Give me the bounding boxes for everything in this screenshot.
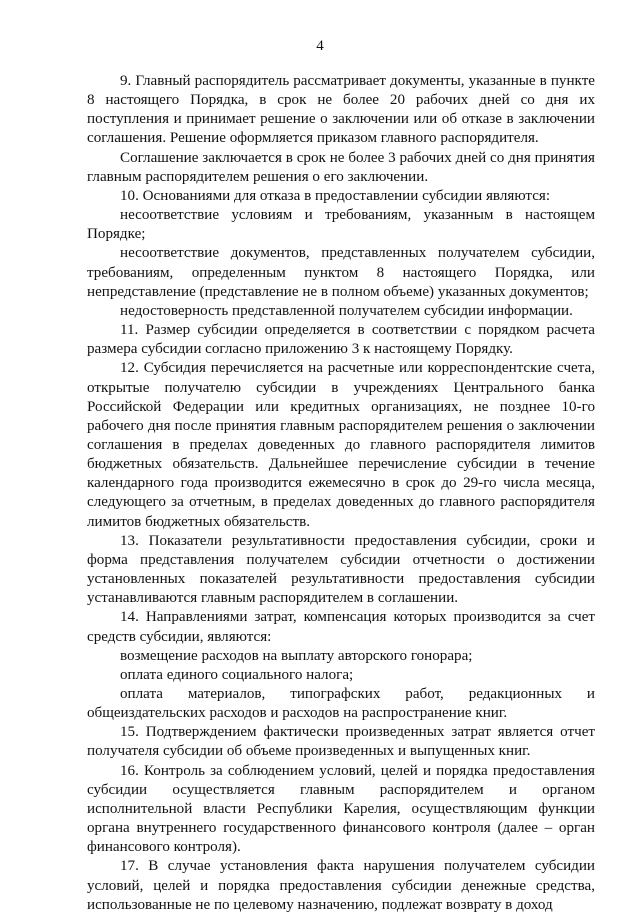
paragraph-14-item-1: возмещение расходов на выплату авторского гонорара;: [120, 647, 473, 664]
paragraph-12: 12. Субсидия перечисляется на расчетные или корреспондентские счета, открытые получателю субсидии в учреждениях Центрального банка Российской Федерации или кредитных организациях, не позднее 10-го рабочего дня после принятия главным распорядителем решения о заключении соглашения в пределах доведенных до главного распорядителя лимитов бюджетных обязательств. Дальнейшее перечисление субсидии в течение календарного года производится ежемесячно в срок до 29-го числа месяца, следующего за отчетным, в пределах доведенных до главного распорядителя лимитов бюджетных обязательств.: [87, 360, 595, 530]
paragraph-10-item-1: несоответствие условиям и требованиям, указанным в настоящем Порядке;: [87, 207, 595, 243]
paragraph-16: 16. Контроль за соблюдением условий, целей и порядка предоставления субсидии осуществляется главным распорядителем и органом исполнительной власти Республики Карелия, осуществляющим функции органа внутреннего государственного финансового контроля (далее – орган финансового контроля).: [87, 762, 595, 856]
document-body: [87, 72, 595, 915]
paragraph-agreement-term: Соглашение заключается в срок не более 3 рабочих дней со дня принятия главным распорядителем решения о его заключении.: [87, 149, 595, 185]
paragraph-10-item-3: недостоверность представленной получателем субсидии информации.: [120, 302, 573, 319]
paragraph-13: 13. Показатели результативности предоставления субсидии, сроки и форма представления получателем субсидии отчетности о достижении установленных показателей результативности предоставления субсидии устанавливаются главным распорядителем в соглашении.: [87, 532, 595, 607]
paragraph-14-item-2: оплата единого социального налога;: [120, 666, 354, 683]
paragraph-11: 11. Размер субсидии определяется в соответствии с порядком расчета размера субсидии согласно приложению 3 к настоящему Порядку.: [87, 322, 595, 358]
paragraph-14-item-3: оплата материалов, типографских работ, редакционных и общеиздательских расходов и расходов на распространение книг.: [87, 686, 595, 722]
paragraph-10-item-2: несоответствие документов, представленных получателем субсидии, требованиям, определенным пунктом 8 настоящего Порядка, или непредставление (представление не в полном объеме) указанных документов;: [87, 245, 595, 300]
paragraph-17: 17. В случае установления факта нарушения получателем субсидии условий, целей и порядка предоставления субсидии денежные средства, использованные не по целевому назначению, подлежат возврату в доход: [87, 858, 595, 913]
page-number: 4: [316, 38, 324, 54]
paragraph-14: 14. Направлениями затрат, компенсация которых производится за счет средств субсидии, являются:: [87, 609, 595, 645]
paragraph-9: 9. Главный распорядитель рассматривает документы, указанные в пункте 8 настоящего Порядка, в срок не более 20 рабочих дней со дня их поступления и принимает решение о заключении или об отказе в заключении соглашения. Решение оформляется приказом главного распорядителя.: [87, 73, 595, 147]
paragraph-15: 15. Подтверждением фактически произведенных затрат является отчет получателя субсидии об объеме произведенных и выпущенных книг.: [87, 724, 595, 760]
paragraph-10: 10. Основаниями для отказа в предоставлении субсидии являются:: [120, 187, 551, 204]
